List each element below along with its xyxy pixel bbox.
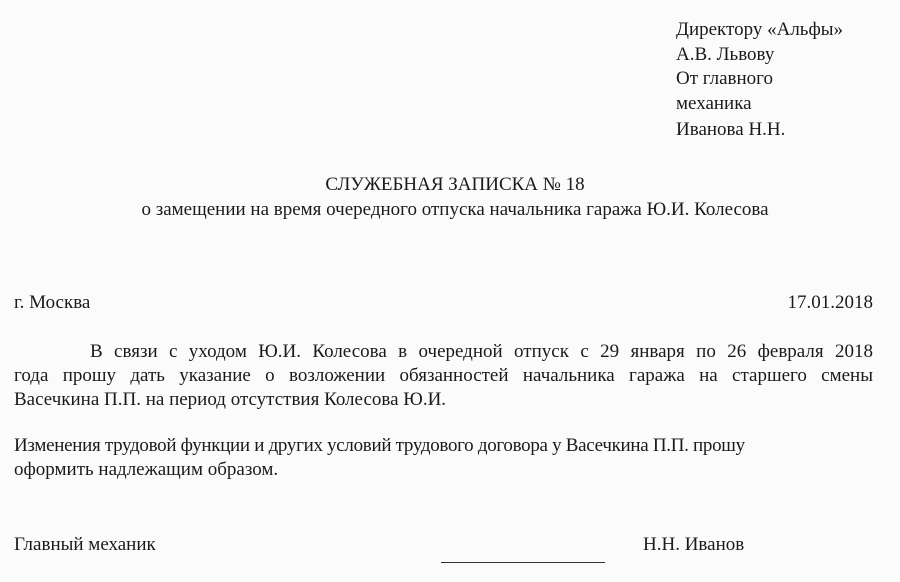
paragraph-line: Васечкина П.П. на период отсутствия Колесова Ю.И. (14, 389, 447, 410)
date: 17.01.2018 (787, 292, 873, 313)
signer-position: Главный механик (14, 534, 156, 555)
paragraph-line: года прошу дать указание о возложении обязанностей начальника гаража на старшего смены (14, 365, 873, 386)
addressee-line: Иванова Н.Н. (676, 119, 786, 140)
addressee-line: Директору «Альфы» (676, 19, 844, 40)
signer-name: Н.Н. Иванов (643, 534, 745, 555)
addressee-line: механика (676, 93, 752, 114)
addressee-line: А.В. Львову (676, 44, 775, 65)
addressee-line: От главного (676, 68, 773, 89)
document-subtitle: о замещении на время очередного отпуска начальника гаража Ю.И. Колесова (141, 199, 769, 220)
paragraph-line: Изменения трудовой функции и других условий трудового договора у Васечкина П.П. прошу (14, 435, 745, 456)
city: г. Москва (14, 292, 91, 313)
document-title: СЛУЖЕБНАЯ ЗАПИСКА № 18 (325, 174, 585, 195)
signature-line (441, 562, 605, 563)
paragraph-line: В связи с уходом Ю.И. Колесова в очередной отпуск с 29 января по 26 февраля 2018 (90, 341, 873, 362)
paragraph-line: оформить надлежащим образом. (14, 459, 279, 480)
